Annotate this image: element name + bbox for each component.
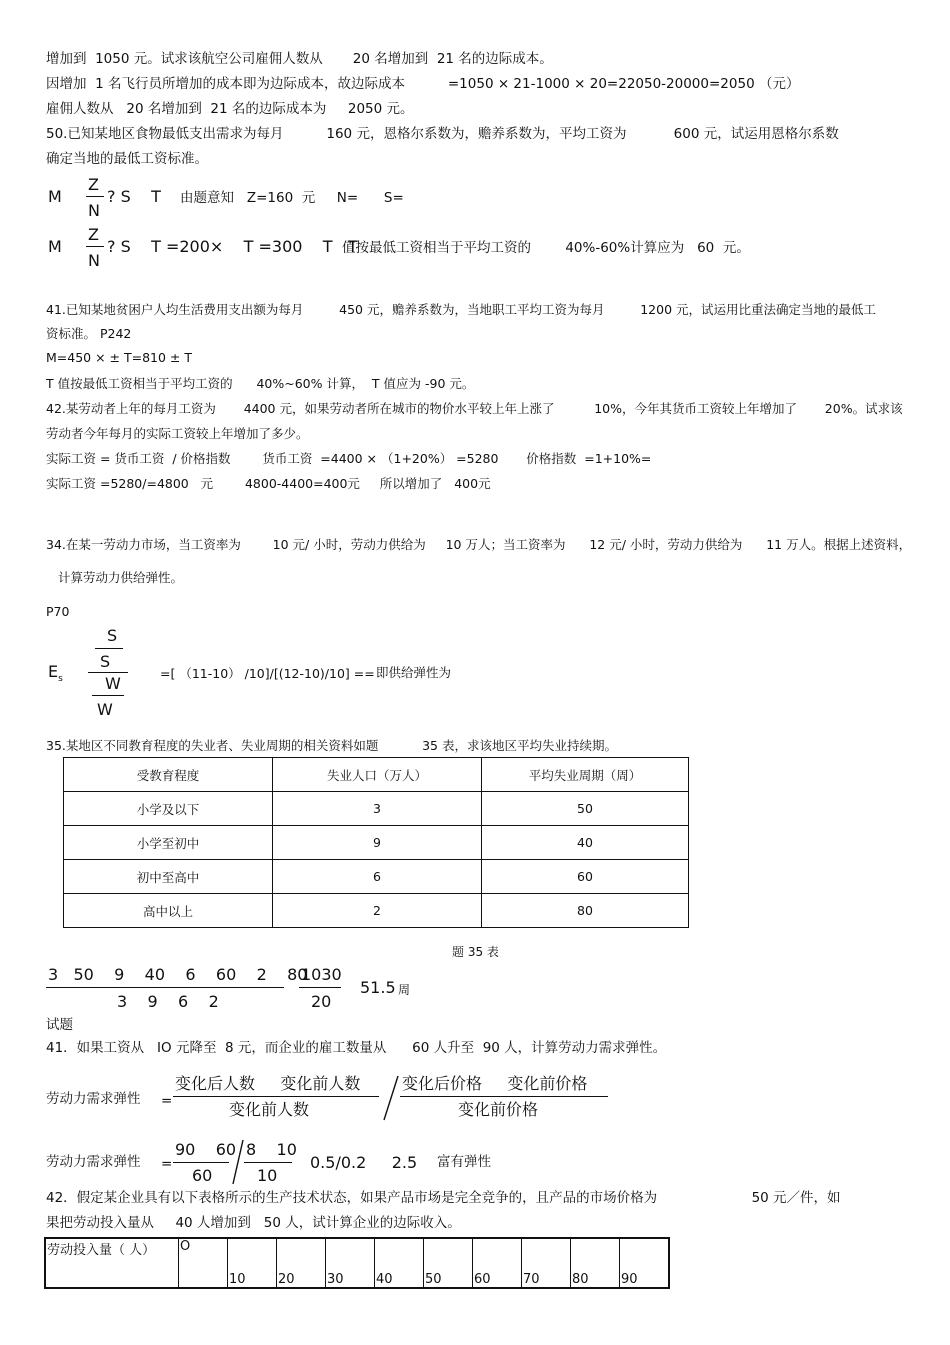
table-cell: 90 (620, 1238, 670, 1288)
question-41-line2: 资标准。 P242 (46, 326, 132, 341)
table-header: 失业人口（万人） (273, 758, 482, 792)
question-41-line1: 41.已知某地贫困户人均生活费用支出额为每月 450 元，赡养系数为，当地职工平均工资为每月 1200 元，试运用比重法确定当地的最低工 (46, 302, 877, 317)
fraction-bar (86, 196, 104, 197)
formula-den: N (88, 251, 100, 270)
question-42-line4: 实际工资 =5280/=4800 元 4800-4400=400元 所以增加了 400元 (46, 476, 491, 491)
elasticity-w2: W (97, 700, 113, 719)
table-cell: 高中以上 (64, 894, 273, 928)
calc-denominator: 10 (257, 1166, 278, 1185)
fraction-bar (400, 1096, 608, 1097)
table-row (64, 826, 689, 860)
table-cell: 20 (277, 1238, 326, 1288)
question-42-line1: 42.某劳动者上年的每月工资为 4400 元，如果劳动者所在城市的物价水平较上年上涨了 10%，今年其货币工资较上年增加了 20%。试求该 (46, 401, 903, 416)
table-cell: 60 (473, 1238, 522, 1288)
question-50-line2: 确定当地的最低工资标准。 (46, 151, 208, 167)
table-cell: 10 (228, 1238, 277, 1288)
fraction-bar (46, 987, 284, 988)
table-cell: 50 (424, 1238, 473, 1288)
question-35-line1: 35.某地区不同教育程度的失业者、失业周期的相关资料如题 35 表，求该地区平均失业持续期。 (46, 738, 617, 753)
fraction-bar (86, 246, 104, 247)
average-numerator-sum: 1030 (301, 965, 342, 984)
fraction-bar (95, 648, 123, 649)
calc-numerator: 8 10 (246, 1140, 297, 1159)
table-cell: O (179, 1238, 228, 1288)
elasticity-label: 劳动力需求弹性 (46, 1154, 141, 1170)
question-50-line1: 50.已知某地区食物最低支出需求为每月 160 元，恩格尔系数为，赡养系数为，平均工资为 600 元，试运用恩格尔系数 (46, 126, 839, 142)
division-slash (380, 1074, 402, 1122)
question-41b-line1: 41．如果工资从 IO 元降至 8 元，而企业的雇工数量从 60 人升至 90 人，计算劳动力需求弹性。 (46, 1040, 667, 1056)
elasticity-calc: =[ （11-10） /10]/[(12-10)/10] == (160, 666, 375, 681)
table-cell: 3 (273, 792, 482, 826)
table-cell: 40 (375, 1238, 424, 1288)
table-cell: 40 (482, 826, 689, 860)
table-cell: 70 (522, 1238, 571, 1288)
formula-m: M (48, 237, 62, 256)
question-34-line2: 计算劳动力供给弹性。 (58, 570, 184, 585)
table-header: 受教育程度 (64, 758, 273, 792)
table-row (45, 1238, 669, 1288)
elasticity-w1: W (105, 674, 121, 693)
text-line: 因增加 1 名飞行员所增加的成本即为边际成本，故边际成本 =1050 × 21-1000 × 20=22050-20000=2050 （元） (46, 76, 800, 92)
formula-num: Z (88, 225, 99, 244)
labor-input-table (44, 1237, 670, 1289)
formula-num: Z (88, 175, 99, 194)
table-cell: 2 (273, 894, 482, 928)
average-denominator-sum: 20 (311, 992, 332, 1011)
table-cell: 9 (273, 826, 482, 860)
calc-denominator: 60 (192, 1166, 213, 1185)
table-header: 平均失业周期（周） (482, 758, 689, 792)
table-cell: 小学至初中 (64, 826, 273, 860)
table-row (64, 792, 689, 826)
table-cell: 6 (273, 860, 482, 894)
formula-note: 由题意知 Z=160 元 N= S= (180, 190, 404, 206)
table-row (64, 860, 689, 894)
elasticity-type: 富有弹性 (437, 1154, 491, 1170)
calc-numerator: 90 60 (175, 1140, 237, 1159)
table-caption: 题 35 表 (452, 945, 499, 959)
fraction-bar (92, 695, 124, 696)
formula-den: N (88, 201, 100, 220)
fraction-bar (173, 1162, 229, 1163)
equals-sign: = (161, 1156, 173, 1172)
formula-note: 值按最低工资相当于平均工资的 40%-60%计算应为 60 元。 (342, 240, 750, 256)
formula-rest: ? S T =200× T =300 T T (107, 237, 358, 256)
formula-numerator: 变化后价格 变化前价格 (402, 1074, 588, 1093)
text-line: 增加到 1050 元。试求该航空公司雇佣人数从 20 名增加到 21 名的边际成本。 (46, 51, 553, 67)
table-cell: 60 (482, 860, 689, 894)
calc-result: 0.5/0.2 2.5 (310, 1153, 418, 1172)
table-cell: 30 (326, 1238, 375, 1288)
formula-numerator: 变化后人数 变化前人数 (175, 1074, 361, 1093)
section-heading: 试题 (46, 1017, 73, 1033)
formula-denominator: 变化前人数 (229, 1100, 310, 1119)
table-header-row (64, 758, 689, 792)
table-cell: 50 (482, 792, 689, 826)
fraction-bar (244, 1162, 292, 1163)
elasticity-symbol: $E_s$ (48, 662, 63, 685)
elasticity-s2: S (100, 652, 111, 671)
question-42-line2: 劳动者今年每月的实际工资较上年增加了多少。 (46, 426, 309, 441)
fraction-bar (299, 987, 341, 988)
unemployment-table (63, 757, 689, 928)
fraction-bar (173, 1096, 379, 1097)
table-row (64, 894, 689, 928)
formula-denominator: 变化前价格 (458, 1100, 539, 1119)
formula-rest: ? S T (107, 187, 161, 206)
average-result: 51.5 (360, 978, 396, 997)
table-cell: 小学及以下 (64, 792, 273, 826)
equals-sign: = (161, 1093, 173, 1109)
table-cell: 80 (571, 1238, 620, 1288)
average-unit: 周 (398, 983, 411, 997)
question-41-line3: M=450 × ± T=810 ± T (46, 350, 193, 365)
question-41-line4: T 值按最低工资相当于平均工资的 40%~60% 计算， T 值应为 -90 元。 (46, 376, 475, 391)
formula-m: M (48, 187, 62, 206)
elasticity-note: 即供给弹性为 (376, 665, 452, 680)
question-34-line1: 34.在某一劳动力市场，当工资率为 10 元/ 小时，劳动力供给为 10 万人；当工资率为 12 元/ 小时，劳动力供给为 11 万人。根据上述资料， (46, 537, 912, 552)
table-row-label: 劳动投入量（ 人） (45, 1238, 179, 1288)
elasticity-label: 劳动力需求弹性 (46, 1091, 141, 1107)
text-line: 雇佣人数从 20 名增加到 21 名的边际成本为 2050 元。 (46, 101, 414, 117)
table-cell: 80 (482, 894, 689, 928)
average-denominator: 3 9 6 2 (117, 992, 219, 1011)
question-42b-line2: 果把劳动投入量从 40 人增加到 50 人，试计算企业的边际收入。 (46, 1215, 461, 1231)
average-numerator: 3 50 9 40 6 60 2 80 (48, 965, 308, 984)
fraction-bar (88, 672, 128, 673)
page-reference: P70 (46, 604, 70, 619)
table-cell: 初中至高中 (64, 860, 273, 894)
elasticity-s1: S (107, 626, 118, 645)
question-42b-line1: 42．假定某企业具有以下表格所示的生产技术状态，如果产品市场是完全竞争的，且产品的市场价格为 50 元／件，如 (46, 1190, 841, 1206)
question-42-line3: 实际工资 = 货币工资 / 价格指数 货币工资 =4400 × （1+20%） =5280 价格指数 =1+10%= (46, 451, 652, 466)
